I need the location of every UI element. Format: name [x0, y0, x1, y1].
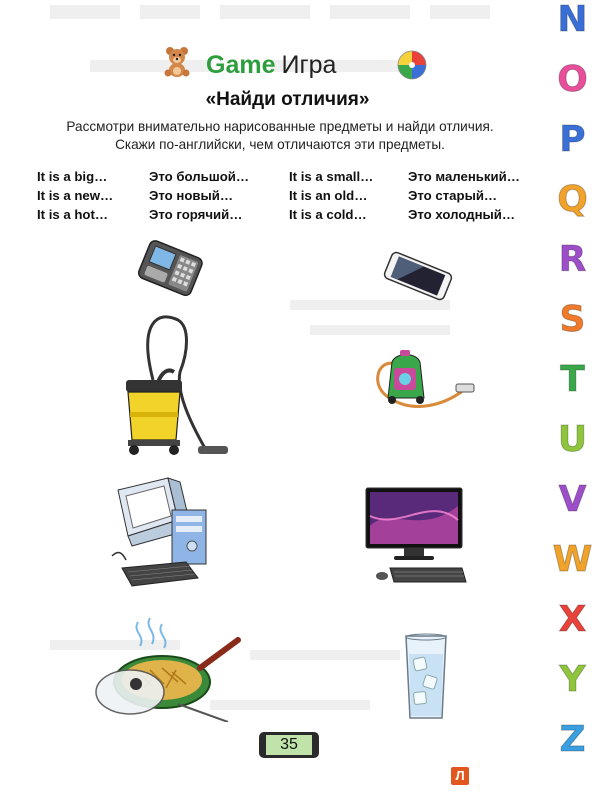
- alphabet-letter: T: [560, 359, 585, 400]
- publisher-logo: Л: [451, 767, 469, 785]
- old-phone-icon: [130, 238, 210, 300]
- phrase-new-ru: Это новый…: [149, 188, 234, 203]
- instruction-line-2: Скажи по-английски, чем отличаются эти предметы.: [115, 137, 445, 152]
- alphabet-letter: Q: [557, 179, 588, 220]
- hot-frying-pan-icon: [92, 612, 242, 722]
- alphabet-letter: X: [558, 599, 587, 640]
- alphabet-letter: O: [557, 59, 588, 100]
- phrase-hot-ru: Это горячий…: [149, 207, 243, 222]
- phrase-cold-ru: Это холодный…: [408, 207, 516, 222]
- old-computer-icon: [108, 470, 223, 595]
- instruction-line-1: Рассмотри внимательно нарисованные предметы и найди отличия.: [66, 119, 494, 134]
- alphabet-letter: S: [559, 299, 586, 340]
- phrase-small-en: It is a small…: [289, 169, 374, 184]
- phrase-big-en: It is a big…: [37, 169, 108, 184]
- small-vacuum-cleaner-icon: [370, 348, 478, 420]
- big-vacuum-cleaner-icon: [118, 312, 233, 462]
- alphabet-letter: Y: [559, 659, 586, 700]
- phrase-small-ru: Это маленький…: [408, 169, 520, 184]
- instructions: [0, 118, 560, 154]
- title-russian: Игра: [281, 51, 337, 79]
- new-smartphone-icon: [380, 250, 456, 302]
- page-number: 35: [280, 736, 298, 753]
- beach-ball-icon: [396, 49, 428, 81]
- alphabet-letter: U: [557, 419, 588, 460]
- alphabet-column: [548, 0, 597, 800]
- page-title: [206, 50, 336, 80]
- phrase-old-ru: Это старый…: [408, 188, 498, 203]
- alphabet-letter: R: [558, 239, 587, 280]
- phrase-hot-en: It is a hot…: [37, 207, 109, 222]
- title-english: Game: [206, 51, 276, 79]
- teddy-bear-icon: [160, 44, 194, 78]
- alphabet-letter: N: [557, 0, 588, 40]
- alphabet-letter: P: [559, 119, 586, 160]
- phrase-old-en: It is an old…: [289, 188, 368, 203]
- alphabet-letter: Z: [559, 719, 586, 760]
- phrase-big-ru: Это большой…: [149, 169, 250, 184]
- phrase-cold-en: It is a cold…: [289, 207, 367, 222]
- new-computer-icon: [360, 486, 472, 594]
- alphabet-letter: W: [552, 539, 593, 580]
- phrase-new-en: It is a new…: [37, 188, 114, 203]
- game-subtitle: «Найди отличия»: [205, 89, 370, 110]
- cold-water-glass-icon: [400, 632, 452, 722]
- alphabet-letter: V: [558, 479, 587, 520]
